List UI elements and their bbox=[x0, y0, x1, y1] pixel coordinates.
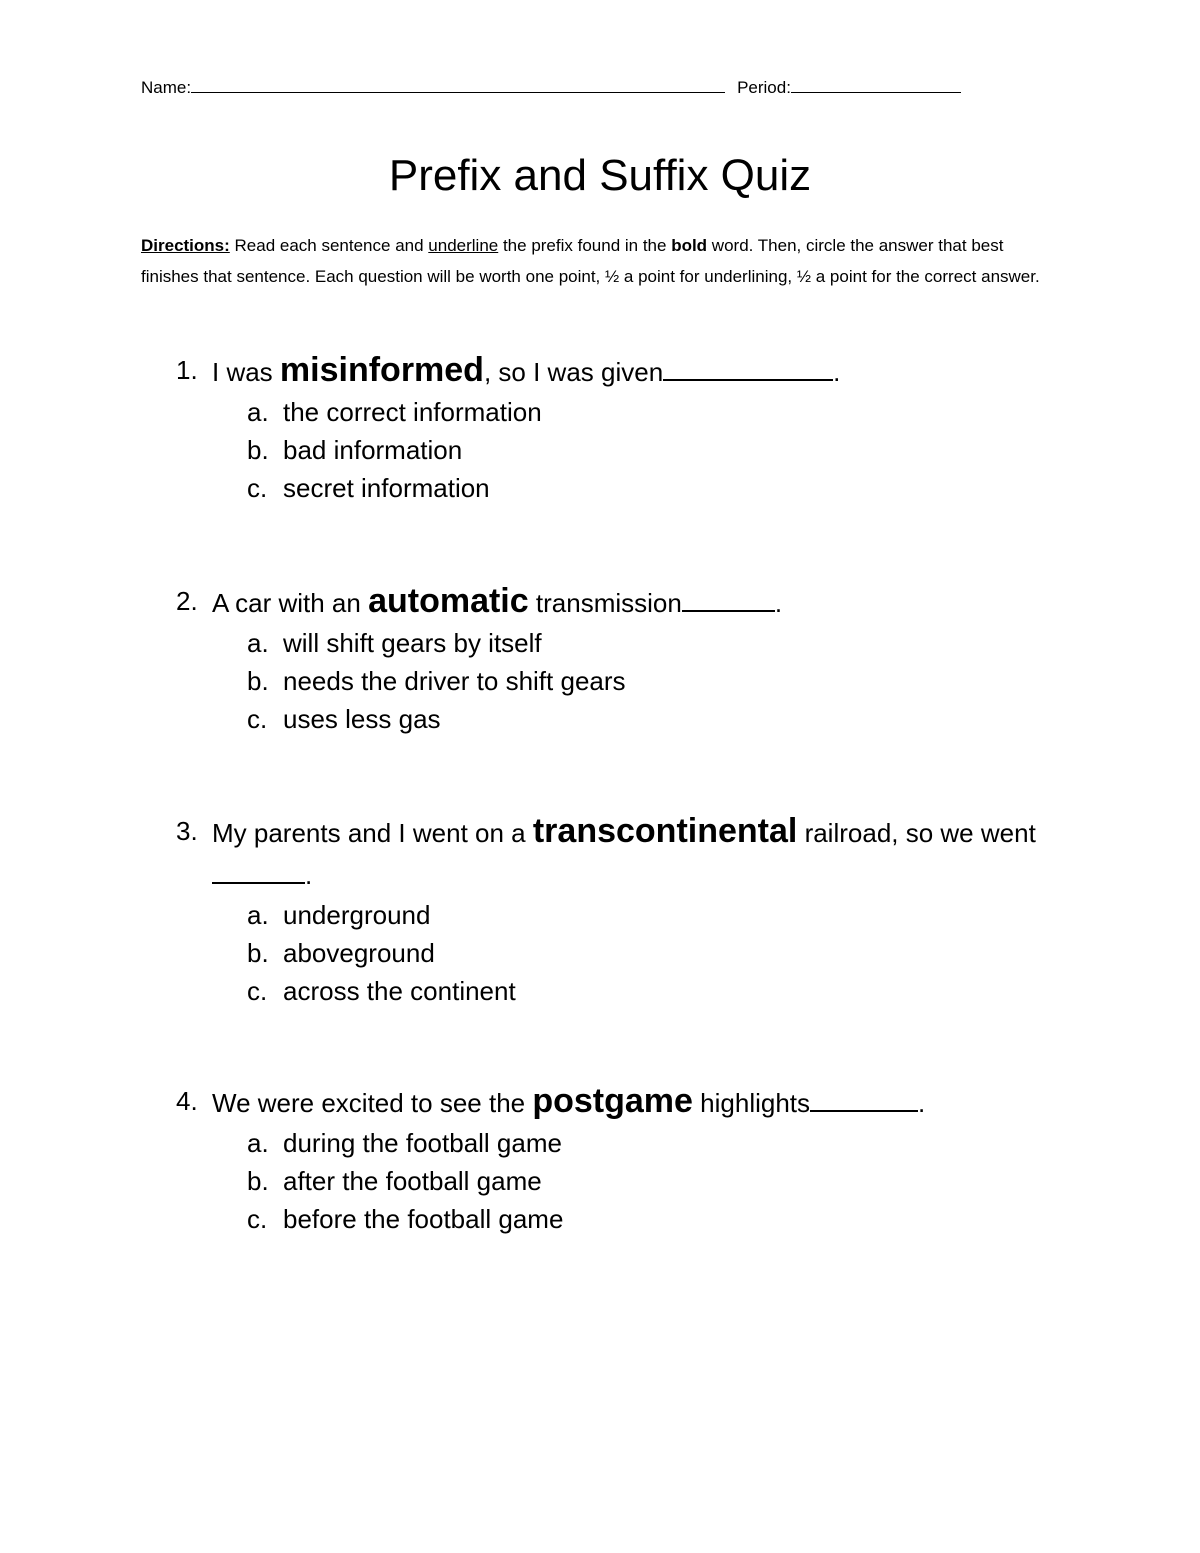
page-title: Prefix and Suffix Quiz bbox=[388, 151, 812, 200]
answer-options bbox=[176, 896, 1076, 1010]
answer-options bbox=[176, 624, 1076, 738]
stem-after: transmission bbox=[528, 588, 682, 618]
stem-before: A car with an bbox=[212, 588, 369, 618]
option-b[interactable] bbox=[176, 1162, 1076, 1200]
option-c[interactable] bbox=[176, 700, 1076, 738]
option-a[interactable] bbox=[176, 896, 1076, 934]
question-number: 1. bbox=[176, 355, 198, 385]
stem-before: We were excited to see the bbox=[212, 1088, 533, 1118]
option-letter: b. bbox=[247, 666, 269, 696]
option-letter: c. bbox=[247, 473, 268, 503]
question-2 bbox=[176, 580, 1076, 738]
option-letter: c. bbox=[247, 1204, 268, 1234]
answer-blank bbox=[663, 357, 833, 381]
directions-text-3: word. Then, circle the answer that best finishes that sentence. Each question will be worth one point, ½ a point for underlining, ½ a point for the correct answer. bbox=[141, 236, 1040, 286]
answer-options bbox=[176, 393, 1076, 507]
option-b[interactable] bbox=[176, 934, 1076, 972]
option-text: aboveground bbox=[283, 938, 435, 968]
stem-before: My parents and I went on a bbox=[212, 818, 533, 848]
key-word: automatic bbox=[368, 582, 529, 620]
option-b[interactable] bbox=[176, 431, 1076, 469]
question-3 bbox=[176, 810, 1076, 1010]
option-letter: b. bbox=[247, 435, 269, 465]
option-b[interactable] bbox=[176, 662, 1076, 700]
question-stem bbox=[176, 349, 1076, 393]
option-letter: a. bbox=[247, 397, 269, 427]
directions-underline-word: underline bbox=[428, 236, 499, 255]
option-c[interactable] bbox=[176, 1200, 1076, 1238]
option-text: across the continent bbox=[283, 976, 516, 1006]
stem-before: I was bbox=[212, 357, 280, 387]
question-number: 3. bbox=[176, 816, 198, 846]
option-text: after the football game bbox=[283, 1166, 542, 1196]
stem-after: highlights bbox=[692, 1088, 811, 1118]
option-text: secret information bbox=[283, 473, 490, 503]
question-number: 2. bbox=[176, 586, 198, 616]
option-letter: a. bbox=[247, 900, 269, 930]
question-number: 4. bbox=[176, 1086, 198, 1116]
option-letter: a. bbox=[247, 1128, 269, 1158]
stem-after: railroad, so we went bbox=[797, 818, 1036, 848]
directions-label: Directions: bbox=[141, 236, 230, 255]
student-info-header bbox=[141, 76, 961, 99]
option-text: needs the driver to shift gears bbox=[283, 666, 626, 696]
name-blank bbox=[191, 76, 725, 93]
option-text: bad information bbox=[283, 435, 463, 465]
question-stem bbox=[176, 1080, 1076, 1124]
answer-blank bbox=[810, 1088, 918, 1112]
option-c[interactable] bbox=[176, 972, 1076, 1010]
directions-bold-word: bold bbox=[671, 236, 708, 255]
stem-end: . bbox=[918, 1088, 926, 1118]
stem-end: . bbox=[774, 588, 783, 618]
option-a[interactable] bbox=[176, 1124, 1076, 1162]
option-letter: c. bbox=[247, 976, 268, 1006]
directions-paragraph bbox=[141, 230, 1061, 292]
option-c[interactable] bbox=[176, 469, 1076, 507]
stem-after: , so I was given bbox=[483, 357, 664, 387]
question-stem bbox=[176, 810, 1076, 896]
key-word: misinformed bbox=[279, 351, 484, 389]
period-blank bbox=[791, 76, 961, 93]
option-text: uses less gas bbox=[283, 704, 441, 734]
question-4 bbox=[176, 1080, 1076, 1238]
option-letter: b. bbox=[247, 938, 269, 968]
option-text: will shift gears by itself bbox=[283, 628, 542, 658]
option-text: during the football game bbox=[283, 1128, 562, 1158]
answer-options bbox=[176, 1124, 1076, 1238]
option-a[interactable] bbox=[176, 393, 1076, 431]
option-a[interactable] bbox=[176, 624, 1076, 662]
name-label: Name: bbox=[141, 78, 192, 97]
option-letter: c. bbox=[247, 704, 268, 734]
answer-blank bbox=[682, 588, 775, 612]
directions-text-2: the prefix found in the bbox=[498, 236, 672, 255]
option-text: the correct information bbox=[283, 397, 542, 427]
directions-text-1: Read each sentence and bbox=[229, 236, 429, 255]
answer-blank bbox=[212, 860, 305, 884]
option-text: underground bbox=[283, 900, 431, 930]
period-label: Period: bbox=[737, 78, 791, 97]
option-letter: b. bbox=[247, 1166, 269, 1196]
key-word: postgame bbox=[532, 1082, 693, 1120]
stem-end: . bbox=[305, 860, 313, 890]
stem-end: . bbox=[833, 357, 841, 387]
question-1 bbox=[176, 349, 1076, 507]
key-word: transcontinental bbox=[532, 812, 798, 850]
option-text: before the football game bbox=[283, 1204, 564, 1234]
option-letter: a. bbox=[247, 628, 269, 658]
question-stem bbox=[176, 580, 1076, 624]
